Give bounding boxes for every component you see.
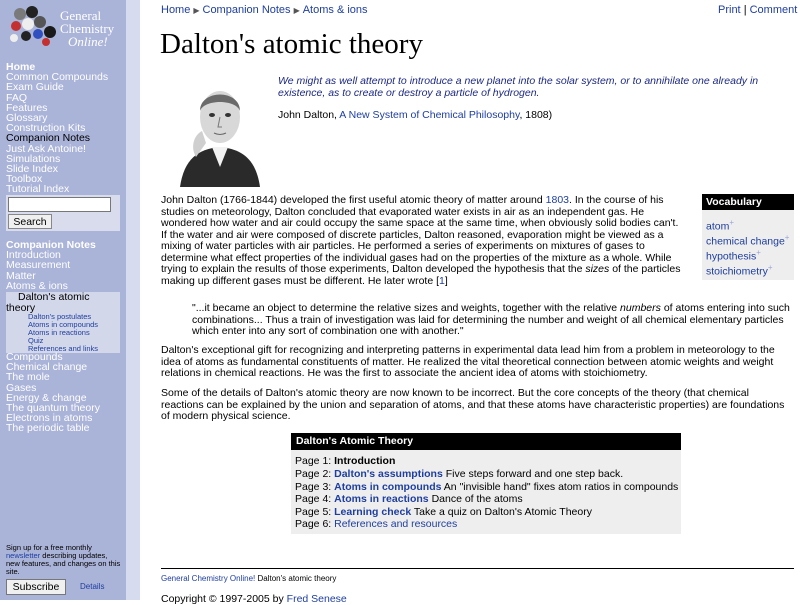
nav-item-slide-index[interactable]: Slide Index [6,163,58,176]
nav-item-gases[interactable]: Gases [6,381,37,394]
toc-page-label: Page 4: [295,493,335,505]
site-logo[interactable] [6,4,122,48]
plus-icon: + [729,218,735,227]
newsletter-blurb [6,544,121,576]
copyright [161,593,347,605]
toc-row [295,518,457,530]
toc-row [295,468,623,480]
chevron-right-icon: ▶ [293,6,300,15]
footer-page-name: Dalton's atomic theory [255,574,337,583]
nav-item-just-ask-antoine[interactable]: Just Ask Antoine! [6,142,86,155]
vocabulary-box [702,194,794,280]
citation-year: , 1808) [519,109,553,121]
page-title: Dalton's atomic theory [160,28,423,60]
vocabulary-title: Vocabulary [702,194,794,210]
plus-icon: + [784,233,790,242]
toc-page-label: Page 3: [295,481,335,493]
footer-divider [161,568,794,569]
toc-desc: An "invisible hand" fixes atom ratios in compounds [441,481,679,493]
toc-page-label: Page 2: [295,468,335,480]
nav-item-introduction[interactable]: Introduction [6,249,61,262]
nav-item-home[interactable]: Home [6,61,36,73]
vocab-item[interactable] [706,263,773,278]
vocab-hypothesis[interactable]: hypothesis [706,250,757,263]
plus-icon: + [767,263,773,272]
contents-title: Dalton's Atomic Theory [291,433,681,450]
logo-text-line1: General [60,8,102,23]
breadcrumb-companion-notes[interactable]: Companion Notes [202,4,291,16]
vocab-atom[interactable]: atom [706,220,730,233]
search-input[interactable] [8,197,111,212]
nav-item-atoms-ions[interactable]: Atoms & ions [6,279,68,292]
toc-link-references[interactable]: References and resources [334,518,458,530]
sidebar [0,0,126,600]
page-contents-box [291,433,681,534]
subnav-atoms-ions [6,292,120,353]
nav-item-the-mole[interactable]: The mole [6,371,50,384]
intro-paragraph [161,195,685,287]
toc-desc: Take a quiz on Dalton's Atomic Theory [411,506,592,518]
subnav-item-atoms-in-reactions[interactable]: Atoms in reactions [28,328,90,337]
newsletter-text-b: describing updates, new features, and changes on this site. [6,551,121,576]
print-link[interactable]: Print [718,4,741,16]
comment-link[interactable]: Comment [749,4,798,16]
subnav-current-line1: Dalton's atomic [18,291,90,303]
citation-author: John Dalton, [278,109,340,121]
subnav-current-line2: theory [6,302,36,314]
nav-item-energy-change[interactable]: Energy & change [6,391,87,404]
vocab-item[interactable] [706,248,761,263]
toc-row [295,481,678,493]
breadcrumb-atoms-ions[interactable]: Atoms & ions [302,4,368,16]
more-nav [6,352,100,434]
toc-page-label: Page 5: [295,506,335,518]
citation-work-link[interactable]: A New System of Chemical Philosophy [339,109,520,121]
newsletter-link[interactable]: newsletter [6,551,41,560]
blockquote-text-b: of atoms entering into such combinations... Thus a train of investigation was laid for determining the number and weight of all chemical elementary particles which enter into any sort of combination one with another." [192,302,790,337]
subnav-item-quiz[interactable]: Quiz [28,336,44,345]
toc-desc: Dance of the atoms [428,493,523,505]
main-nav [6,62,108,195]
nav-item-measurement[interactable]: Measurement [6,259,71,272]
nav-item-features[interactable]: Features [6,101,48,114]
nav-item-exam-guide[interactable]: Exam Guide [6,81,64,94]
nav-item-toolbox[interactable]: Toolbox [6,173,43,186]
breadcrumb-home[interactable]: Home [161,4,191,16]
toc-row [295,493,523,505]
subnav-item-atoms-in-compounds[interactable]: Atoms in compounds [28,320,99,329]
toc-page-label: Page 1: [295,455,335,467]
blockquote-text-a: "...it became an object to determine the relative sizes and weights, together with the relative [192,302,621,314]
toc-link-learning-check[interactable]: Learning check [334,506,412,518]
toc-link-atoms-in-reactions[interactable]: Atoms in reactions [334,493,429,505]
subscribe-button[interactable]: Subscribe [6,579,66,595]
breadcrumb [161,4,368,16]
blockquote-emphasis: numbers [620,302,661,314]
details-paragraph: Some of the details of Dalton's atomic theory are now known to be incorrect. But the core concepts of the theory (that chemical reactions can be explained by the union and separation of atoms, and that these atoms have characteristic properties) are foundations of modern physical science. [161,387,785,422]
notes-nav [6,240,96,291]
reference-1-link[interactable]: 1 [439,274,445,287]
nav-item-matter[interactable]: Matter [6,269,36,282]
p1-emphasis: sizes [585,263,610,275]
toc-page-label: Page 6: [295,518,335,530]
nav-item-common-compounds[interactable]: Common Compounds [6,71,109,84]
nav-item-simulations[interactable]: Simulations [6,152,61,165]
molecule-logo-icon [6,4,58,48]
epigraph-citation [278,109,552,121]
search-form [6,195,120,231]
p1-text-c: of the particles making up different gases must be different. He later wrote [ [161,263,681,287]
vocab-item[interactable] [706,233,789,248]
nav-item-companion-notes-index[interactable]: Companion Notes [6,239,96,251]
toc-row [295,506,592,518]
footer [161,574,336,583]
nav-item-chemical-change[interactable]: Chemical change [6,361,88,374]
nav-item-construction-kits[interactable]: Construction Kits [6,122,86,135]
copyright-text: Copyright © 1997-2005 by [161,593,287,605]
toc-link-atoms-in-compounds[interactable]: Atoms in compounds [334,481,442,493]
logo-text-line2: Chemistry [60,21,115,36]
p1-text-d: ] [444,274,448,287]
nav-item-compounds[interactable]: Compounds [6,351,63,363]
details-link[interactable]: Details [80,582,105,591]
toc-link-assumptions[interactable]: Dalton's assumptions [334,468,443,480]
footer-site-link[interactable]: General Chemistry Online! [161,574,256,583]
toc-desc: Five steps forward and one step back. [442,468,624,480]
top-links-separator: | [743,4,747,16]
nav-item-faq[interactable]: FAQ [6,91,28,104]
vocab-item[interactable] [706,218,734,233]
gift-paragraph: Dalton's exceptional gift for recognizing and interpreting patterns in experimental data lead him from a problem in meteorology to the idea of atoms as fundamental constituents of matter. He realized the vital theoretical connection between atomic weights and weight relations in chemical reactions. He was the first to associate the ancient idea of atoms with stoichiometry. [161,344,775,379]
plus-icon: + [756,248,761,257]
p1-text-a: John Dalton (1766-1844) developed the first useful atomic theory of matter around [161,194,546,206]
dalton-portrait [176,77,264,187]
nav-item-glossary[interactable]: Glossary [6,112,48,125]
nav-item-tutorial-index[interactable]: Tutorial Index [6,183,70,196]
search-button[interactable]: Search [8,214,52,229]
author-link[interactable]: Fred Senese [286,593,347,605]
epigraph-quote: We might as well attempt to introduce a new planet into the solar system, or to annihilate one already in existence, as to create or destroy a particle of hydrogen. [278,75,759,99]
subnav-item-daltons-postulates[interactable]: Dalton's postulates [28,312,92,321]
dalton-blockquote [192,303,794,338]
year-1803-link[interactable]: 1803 [545,194,569,206]
toc-current-page: Introduction [334,455,396,467]
chevron-right-icon: ▶ [193,6,200,15]
newsletter-text-a: Sign up for a free monthly [6,543,92,552]
nav-item-quantum-theory[interactable]: The quantum theory [6,402,100,415]
p1-text-b: . In the course of his studies on meteorology, Dalton concluded that evaporated water exists in air as an independent gas. He wondered how water and air could occupy the same space at the same time, when obviously solid bodies can't. If the water and air were composed of discrete particles, Dalton reasoned, evaporation might be viewed as a mixing of water particles with air particles. He performed a series of experiments on mixtures of gases to determine what effect properties of the individual gases had on the properties of the mixture as a whole. While trying to explain the results of those experiments, Dalton developed the hypothesis that the [161,194,679,275]
vocab-stoichiometry[interactable]: stoichiometry [706,265,768,278]
sidebar-stripe [126,0,140,600]
logo-text-line3: Online! [68,34,108,49]
subnav-item-references[interactable]: References and links [28,344,99,353]
top-links [718,4,797,16]
nav-item-periodic-table[interactable]: The periodic table [6,422,90,435]
vocab-chemical-change[interactable]: chemical change [706,235,785,248]
nav-item-companion-notes[interactable]: Companion Notes [6,132,91,145]
nav-item-electrons-in-atoms[interactable]: Electrons in atoms [6,412,93,425]
toc-row [295,455,395,467]
